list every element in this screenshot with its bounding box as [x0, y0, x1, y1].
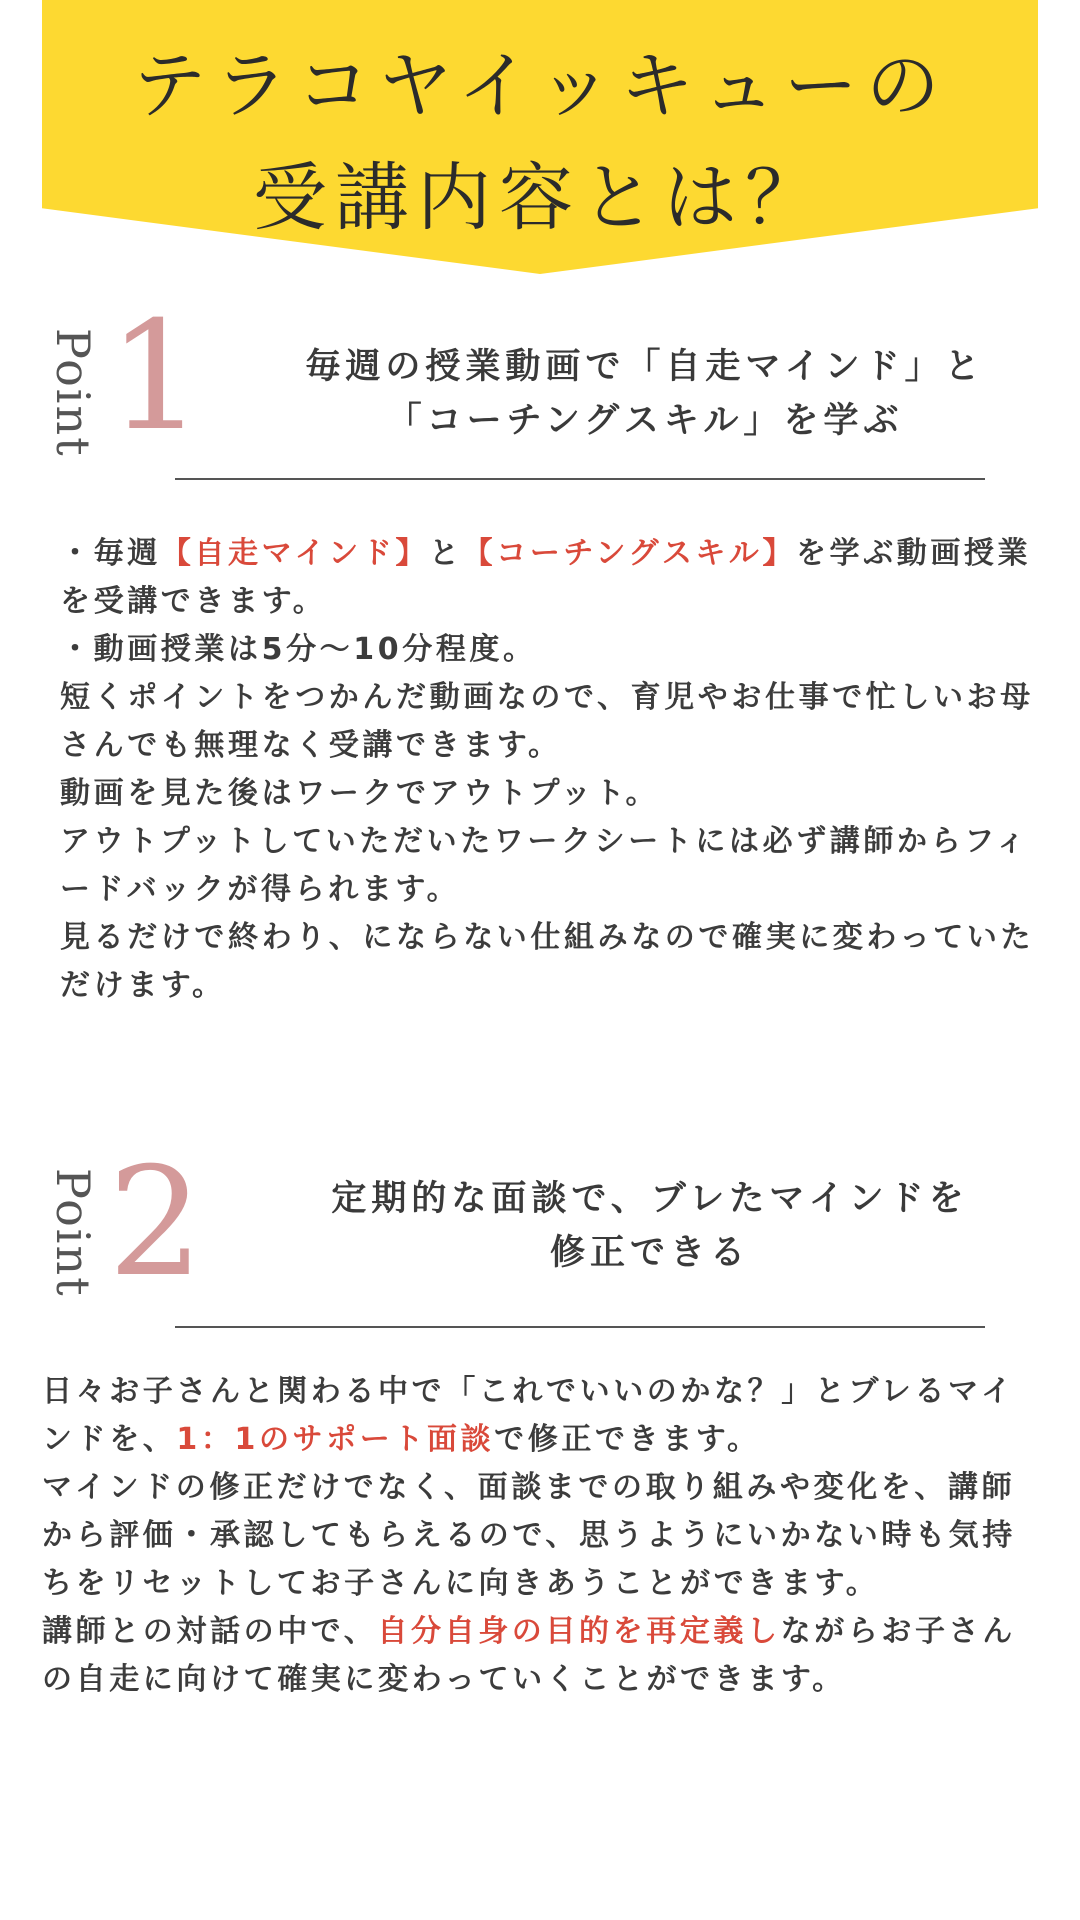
point2-label: Point: [46, 1168, 100, 1298]
point1-body-para1: [60, 530, 1035, 626]
point1-text: ・毎週: [60, 536, 161, 571]
highlight-self-drive-mind: 【自走マインド】: [160, 536, 430, 571]
highlight-redefine-purpose: 自分自身の目的を再定義し: [377, 1614, 781, 1649]
point1-body-para5: アウトプットしていただいたワークシートには必ず講師からフィードバックが得られます。: [60, 824, 1029, 907]
point1-text: を学ぶ動画授業を受講できます。: [60, 536, 1032, 619]
point1-heading-line1: 毎週の授業動画で「自走マインド」と: [305, 347, 985, 387]
page-title: [42, 30, 1038, 254]
point2-body-para2: マインドの修正だけでなく、面談までの取り組みや変化を、講師から評価・承認してもらえるので、思うようにいかない時も気持ちをリセットしてお子さんに向きあうことができます。: [42, 1470, 1016, 1601]
highlight-support-interview: 1：1のサポート面談: [176, 1422, 495, 1457]
point2-heading-line1: 定期的な面談で、ブレたマインドを: [331, 1179, 969, 1219]
page-title-line2: 受講内容とは？: [253, 155, 827, 241]
point1-body: [60, 530, 1035, 1010]
point2-divider: [175, 1326, 985, 1328]
point1-heading-line2: 「コーチングスキル」を学ぶ: [386, 401, 904, 441]
point2-text: 日々お子さんと関わる中で「これでいいのかな？」とブレるマインドを、: [42, 1374, 1015, 1457]
point2-text: ながらお子さんの自走に向けて確実に変わっていくことができます。: [42, 1614, 1016, 1697]
point2-body-para3: [42, 1608, 1017, 1704]
point2-heading: [270, 1172, 1030, 1280]
point1-body-para4: 動画を見た後はワークでアウトプット。: [60, 776, 660, 811]
point2-number: 2: [108, 1136, 204, 1310]
point2-text: 講師との対話の中で、: [42, 1614, 378, 1649]
point2-text: で修正できます。: [494, 1422, 761, 1457]
point2-body-para1: [42, 1368, 1017, 1464]
point1-heading: [230, 340, 1060, 448]
point1-body-para6: 見るだけで終わり、にならない仕組みなので確実に変わっていただけます。: [60, 920, 1035, 1003]
point1-body-para2: ・動画授業は5分～10分程度。: [60, 632, 537, 667]
point2-heading-line2: 修正できる: [549, 1233, 750, 1273]
point1-label: Point: [46, 328, 100, 458]
page-title-line1: テラコヤイッキューの: [132, 43, 948, 129]
point1-body-para3: 短くポイントをつかんだ動画なので、育児やお仕事で忙しいお母さんでも無理なく受講できます。: [60, 680, 1034, 763]
point2-body: [42, 1368, 1017, 1704]
point1-number: 1: [108, 290, 204, 464]
point1-divider: [175, 478, 985, 480]
point1-text: と: [429, 536, 463, 571]
highlight-coaching-skill: 【コーチングスキル】: [462, 536, 796, 571]
